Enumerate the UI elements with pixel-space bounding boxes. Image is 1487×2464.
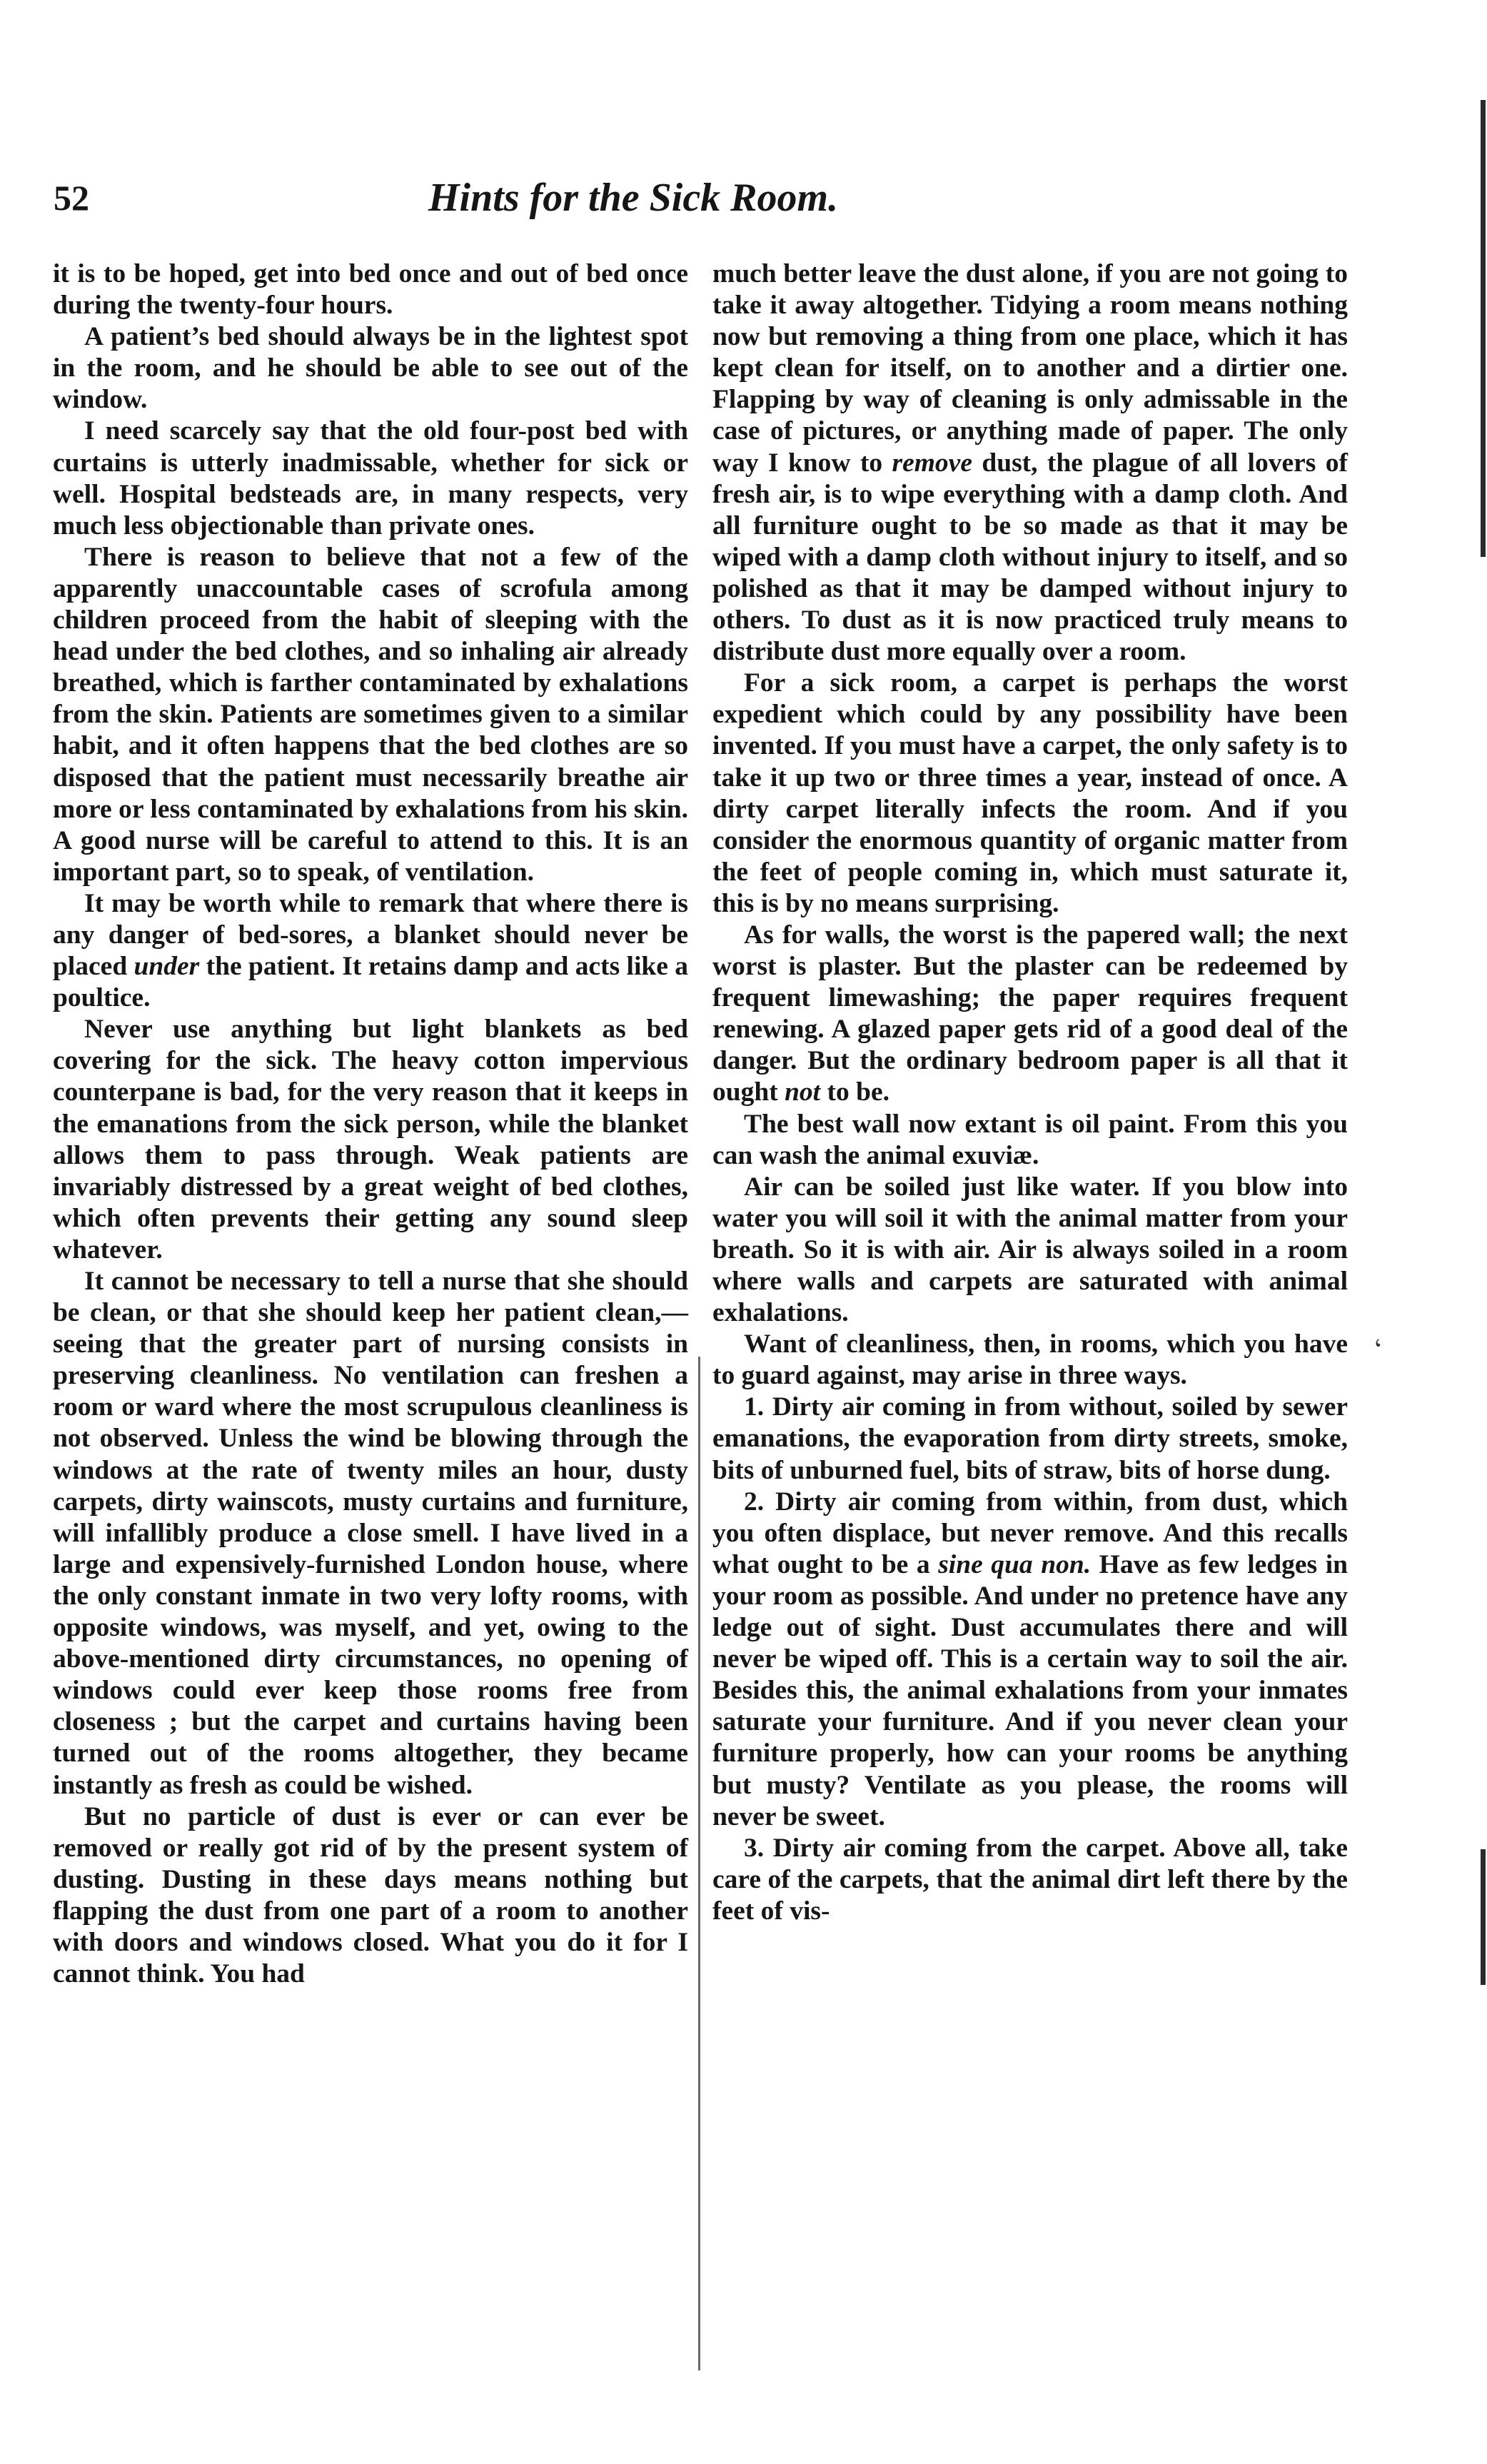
paragraph: There is reason to believe that not a few of the apparently unaccountable cases of scrofula among children proceed from the habit of sleeping with the head under the bed clothes, and so inhaling air already breathed, which is farther contaminated by exhalations from the skin. Patients are sometimes given to a similar habit, and it often happens that the bed clothes are so disposed that the patient must necessarily breathe air more or less contaminated by exhalations from his skin. A good nurse will be careful to attend to this. It is an important part, so to speak, of ventilation. (53, 542, 688, 887)
paragraph: 1. Dirty air coming in from without, soiled by sewer emanations, the evaporation from dirty streets, smoke, bits of unburned fuel, bits of straw, bits of horse dung. (712, 1392, 1348, 1485)
text-run: dust, the plague of all lovers of fresh air, is to wipe everything with a damp cloth. And all furniture ought to be so made as that it may be wiped with a damp cloth without injury to itself, and so polished as that it may be damped without injury to others. To dust as it is now practiced truly means to distribute dust more equally over a room. (712, 448, 1348, 667)
text-run: Have as few ledges in your room as possible. And under no pretence have any ledge out of sight. Dust accumulates there and will never be wiped off. This is a certain way to soil the air. Besides this, the animal exhalations from your inmates saturate your furniture. And if you never clean your furniture properly, how can your rooms be anything but musty? Ventilate as you please, the rooms will never be sweet. (712, 1549, 1348, 1831)
paragraph: The best wall now extant is oil paint. From this you can wash the animal exuviæ. (712, 1109, 1348, 1170)
emphasis: not (785, 1077, 821, 1107)
paragraph (712, 1487, 1348, 1833)
paragraph: 3. Dirty air coming from the carpet. Above all, take care of the carpets, that the animal dirt left there by the feet of vis- (712, 1833, 1348, 1926)
text-run: the patient. It retains damp and acts like a poultice. (53, 952, 689, 1013)
text-run: It may be worth while to remark that where there is any danger of bed-sores, a blanket should never be placed (53, 888, 688, 982)
text-run: As for walls, the worst is the papered wall; the next worst is plaster. But the plaster can be redeemed by frequent limewashing; the paper requires frequent renewing. A glazed paper gets rid of a good deal of the danger. But the ordinary bedroom paper is all that it ought (712, 920, 1348, 1107)
text-run: much better leave the dust alone, if you are not going to take it away altogether. Tidying a room means nothing now but removing a thing from one place, which it has kept clean for itself, on to another and a dirtier one. Flapping by way of cleaning is only admissable in the case of pictures, or anything made of paper. The only way I know to (712, 259, 1348, 478)
paragraph (712, 920, 1348, 1109)
stray-ink-mark: ‘ (1369, 1332, 1390, 1365)
emphasis: remove (892, 448, 972, 478)
paragraph: it is to be hoped, get into bed once and out of bed once during the twenty-four hours. (53, 259, 688, 321)
paragraph: Air can be soiled just like water. If you blow into water you will soil it with the animal matter from your breath. So it is with air. Air is always soiled in a room where walls and carpets are saturated with animal exhalations. (712, 1172, 1348, 1328)
paragraph: Never use anything but light blankets as bed covering for the sick. The heavy cotton impervious counterpane is bad, for the very reason that it keeps in the emanations from the sick person, while the blanket allows them to pass through. Weak patients are invariably distressed by a great weight of bed clothes, which often prevents their getting any sound sleep whatever. (53, 1015, 688, 1264)
paragraph: For a sick room, a carpet is perhaps the worst expedient which could by any possibility have been invented. If you must have a carpet, the only safety is to take it up two or three times a year, instead of once. A dirty carpet literally infects the room. And if you consider the enormous quantity of organic matter from the feet of people coming in, which must saturate it, this is by no means surprising. (712, 668, 1348, 918)
right-column (712, 258, 1348, 1927)
paragraph (53, 888, 688, 1014)
paragraph: A patient’s bed should always be in the lightest spot in the room, and he should be able to see out of the window. (53, 322, 688, 415)
paragraph: Want of cleanliness, then, in rooms, which you have to guard against, may arise in three ways. (712, 1329, 1348, 1391)
page-edge-mark (1481, 100, 1486, 557)
page-number: 52 (54, 178, 89, 218)
running-head-title: Hints for the Sick Room. (428, 176, 839, 220)
text-run: to be. (820, 1077, 889, 1107)
emphasis: under (133, 952, 200, 982)
left-column (53, 258, 688, 1990)
page-edge-mark (1481, 1849, 1486, 1985)
paragraph: But no particle of dust is ever or can ever be removed or really got rid of by the present system of dusting. Dusting in these days means nothing but flapping the dust from one part of a room to another with doors and windows closed. What you do it for I cannot think. You had (53, 1801, 688, 1989)
emphasis: sine qua non. (938, 1549, 1092, 1579)
paragraph (712, 258, 1348, 668)
paragraph: It cannot be necessary to tell a nurse that she should be clean, or that she should keep her patient clean,—seeing that the greater part of nursing consists in preserving cleanliness. No ventilation can freshen a room or ward where the most scrupulous cleanliness is not observed. Unless the wind be blowing through the windows at the rate of twenty miles an hour, dusty carpets, dirty wainscots, musty curtains and furniture, will infallibly produce a close smell. I have lived in a large and expensively-furnished London house, where the only constant inmate in two very lofty rooms, with opposite windows, was myself, and yet, owing to the above-mentioned dirty circumstances, no opening of windows could ever keep those rooms free from closeness ; but the carpet and curtains having been turned out of the rooms altogether, they became instantly as fresh as could be wished. (53, 1267, 688, 1800)
column-divider (698, 1357, 700, 2370)
text-run: 2. Dirty air coming from within, from dust, which you often displace, but never remove. And this recalls what ought to be a (712, 1487, 1348, 1579)
paragraph: I need scarcely say that the old four-post bed with curtains is utterly inadmissable, whether for sick or well. Hospital bedsteads are, in many respects, very much less objectionable than private ones. (53, 416, 688, 540)
